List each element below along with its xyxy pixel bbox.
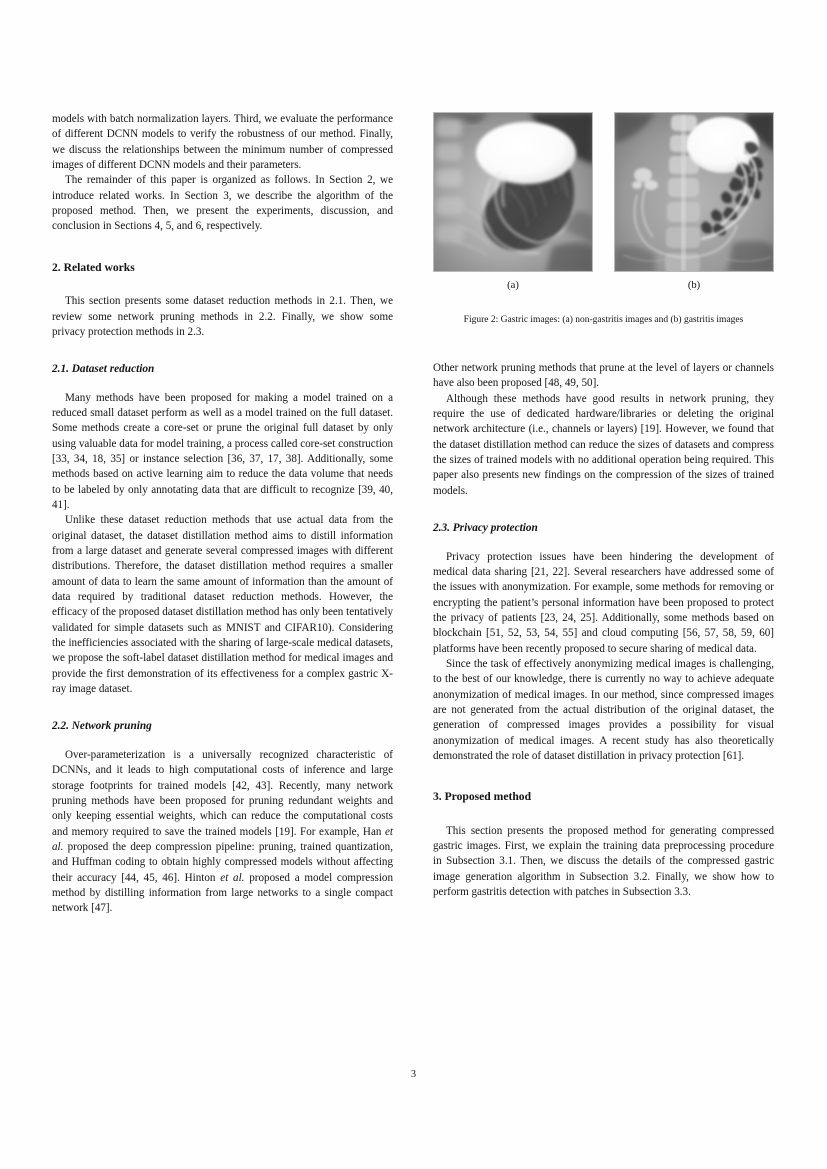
gastric-xray-image-a bbox=[433, 112, 593, 272]
figure-2-sublabel-b: (b) bbox=[687, 280, 701, 291]
paragraph-section-3-intro: This section presents the proposed method for generating compressed gastric images. First, we explain the training data preprocessing procedure in Subsection 3.1. Then, we discuss the details of the compressed gastric image generation algorithm in Subsection 3.2. Finally, we show how to perform gastritis detection with patches in Subsection 3.3. bbox=[433, 824, 774, 899]
heading-subsection-2-1-dataset-reduction: 2.1. Dataset reduction bbox=[52, 363, 155, 376]
citation-et-al-hinton: et al. bbox=[220, 871, 245, 884]
paragraph-over-parameterization bbox=[52, 748, 393, 917]
xray-graphic-a bbox=[434, 113, 593, 272]
right-column bbox=[433, 112, 774, 900]
paragraph-models-batch-norm: models with batch normalization layers. Third, we evaluate the performance of different DCNN models to verify the robustness of our method. Finally, we discuss the relationships between the minimum number of compressed images of different DCNN models and their parameters. bbox=[52, 113, 393, 172]
figure-2-image-row bbox=[433, 112, 774, 292]
heading-section-2-related-works: 2. Related works bbox=[52, 260, 135, 274]
figure-2-panel-a bbox=[433, 112, 593, 292]
paragraph-over-parameterization-text-1: Over-parameterization is a universally recognized characteristic of DCNNs, and it leads to high computational costs of inference and large storage footprints for trained models [42, 43]. Recently, many network pruning methods have been proposed for pruning redundant weights and only keeping essential weights, which can reduce the computational costs and memory required to save the trained models [19]. For example, Han bbox=[52, 748, 393, 838]
paragraph-section-2-intro: This section presents some dataset reduction methods in 2.1. Then, we review some network pruning methods in 2.2. Finally, we show some privacy protection methods in 2.3. bbox=[52, 295, 393, 338]
paragraph-although-these-methods: Although these methods have good results in network pruning, they require the use of dedicated hardware/libraries or deleting the original network architecture (i.e., channels or layers) [19]. However, we found that the dataset distillation method can reduce the sizes of datasets and compress the sizes of trained models with no additional operation being required. This paper also presents new findings on the compression of the sizes of trained models. bbox=[433, 392, 774, 497]
heading-section-3-proposed-method: 3. Proposed method bbox=[433, 790, 532, 804]
paragraph-other-network-pruning: Other network pruning methods that prune at the level of layers or channels have also been proposed [48, 49, 50]. bbox=[433, 362, 774, 390]
xray-graphic-b bbox=[615, 113, 774, 272]
figure-2-panel-b bbox=[614, 112, 774, 292]
figure-2 bbox=[433, 112, 774, 361]
figure-2-caption: Figure 2: Gastric images: (a) non-gastritis images and (b) gastritis images bbox=[463, 315, 744, 325]
paragraph-over-parameterization-text-3: proposed a model compression method by distilling information from large networks to a single compact network [47]. bbox=[52, 871, 394, 915]
paragraph-anonymizing-medical-images: Since the task of effectively anonymizing medical images is challenging, to the best of our knowledge, there is currently no way to achieve adequate anonymization of medical images. In our method, since compressed images are not generated from the actual distribution of the original dataset, the generation of compressed images provides a possibility for visual anonymization of medical images. A recent study has also theoretically demonstrated the role of dataset distillation in privacy protection [61]. bbox=[433, 657, 774, 762]
two-column-layout bbox=[52, 112, 785, 917]
paragraph-unlike-these-methods: Unlike these dataset reduction methods that use actual data from the original dataset, the dataset distillation method aims to distill information from a large dataset and generate several compressed images with different distributions. Therefore, the dataset distillation method requires a smaller amount of data to learn the same amount of information than the amount of data required by traditional dataset reduction methods. However, the efficacy of the proposed dataset distillation method has only been tentatively validated for simple datasets such as MNIST and CIFAR10). Considering the inefficiencies associated with the sharing of large-scale medical datasets, we propose the soft-label dataset distillation method for medical images and provide the first demonstration of its effectiveness for a complex gastric X-ray image dataset. bbox=[52, 514, 393, 696]
gastric-xray-image-b bbox=[614, 112, 774, 272]
figure-2-spacer bbox=[433, 327, 774, 361]
page-content bbox=[52, 112, 785, 917]
paragraph-privacy-protection-issues: Privacy protection issues have been hindering the development of medical data sharing [21, 22]. Several researchers have addressed some of the issues with anonymization. For example, some methods for removing or encrypting the patient’s personal information have been proposed to protect the privacy of patients [23, 24, 25]. Additionally, some methods based on blockchain [51, 52, 53, 54, 55] and cloud computing [56, 57, 58, 59, 60] platforms have been recently proposed to secure sharing of medical data. bbox=[433, 550, 774, 655]
left-column bbox=[52, 112, 393, 917]
paragraph-many-methods-proposed: Many methods have been proposed for making a model trained on a reduced small dataset perform as well as a model trained on the full dataset. Some methods create a core-set or prune the original full dataset by only using valuable data for model training, a process called core-set construction [33, 34, 18, 35] or instance selection [36, 37, 17, 38]. Additionally, some methods based on active learning aim to reduce the data volume that needs to be labeled by only annotating data that are difficult to recognize [39, 40, 41]. bbox=[52, 391, 393, 511]
figure-2-sublabel-a: (a) bbox=[507, 280, 519, 291]
citation-et-al-han: et al. bbox=[52, 825, 393, 853]
paragraph-remainder-of-paper: The remainder of this paper is organized as follows. In Section 2, we introduce related works. In Section 3, we describe the algorithm of the proposed method. Then, we present the experiments, discussion, and conclusion in Sections 4, 5, and 6, respectively. bbox=[52, 174, 393, 233]
heading-subsection-2-3-privacy-protection: 2.3. Privacy protection bbox=[433, 522, 538, 535]
paragraph-over-parameterization-text-2: proposed the deep compression pipeline: pruning, trained quantization, and Huffman coding to obtain highly compressed models without affecting their accuracy [44, 45, 46]. Hinton bbox=[52, 840, 393, 884]
page-number: 3 bbox=[410, 1069, 417, 1080]
heading-subsection-2-2-network-pruning: 2.2. Network pruning bbox=[52, 720, 152, 733]
